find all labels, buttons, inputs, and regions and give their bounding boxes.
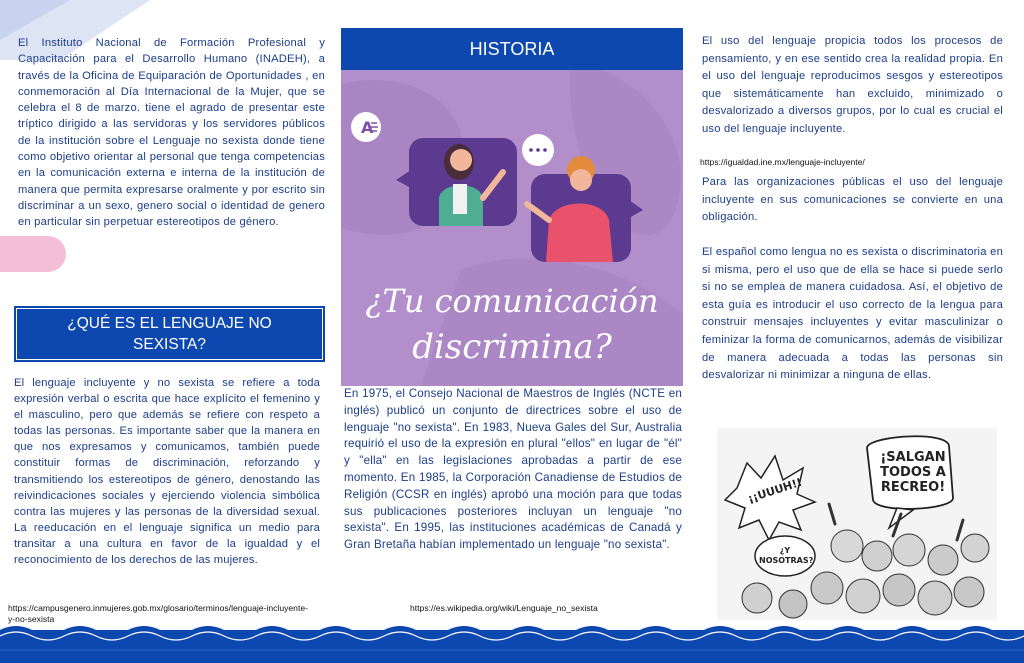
- comic-small-text: ¿Y NOSOTRAS?: [759, 546, 814, 565]
- pink-accent-shape: [0, 236, 66, 272]
- historia-source-link[interactable]: https://es.wikipedia.org/wiki/Lenguaje_no_sexista: [410, 603, 598, 613]
- definition-paragraph: El lenguaje incluyente y no sexista se refiere a toda expresión verbal o escrita que hace explícito el femenino y el masculino, pero que además se refiere con respeto a todas las personas. Es importante saber que la manera en que nos expresamos y comunicamos, también puede constituir formas de discriminación, reforzando y transmitiendo los estereotipos de género, denostando las reivindicaciones sociales y ejerciendo violencia simbólica contra las mujeres y las personas de la diversidad sexual. La reeducación en el lenguaje significa un medio para transitar a una cultura en favor de la igualdad y el reconocimiento de los derechos de las mujeres.: [14, 377, 320, 567]
- right-paragraph-2: Para las organizaciones públicas el uso del lenguaje incluyente en sus comunicaciones se convierte en una obligación.: [702, 176, 1003, 224]
- question-heading: ¿QUÉ ES EL LENGUAJE NO SEXISTA?: [16, 308, 323, 360]
- question-heading-box: [14, 306, 325, 362]
- comic-graphic: [717, 428, 997, 620]
- comic-shout-text: ¡¡UUUH!!: [746, 475, 804, 506]
- bottom-wave-decoration: [0, 620, 1024, 663]
- historia-header: HISTORIA: [341, 28, 683, 70]
- woman-face: [450, 149, 472, 171]
- classroom-comic: [717, 428, 997, 620]
- right-source-link[interactable]: https://igualdad.ine.mx/lenguaje-incluyente/: [700, 157, 865, 167]
- historia-paragraph: En 1975, el Consejo Nacional de Maestros de Inglés (NCTE en inglés) publicó un conjunto de directrices sobre el uso de lenguaje "no sexista". En 1983, Nueva Gales del Sur, Australia requirió el uso de la expresión en plural "ellos" en lugar de "él" y "ella" en las legislaciones aprobadas a partir de ese momento. En 1985, la Corporación Canadiense de Estudios de Religión (CCSR en inglés) aprobó una moción para que todas sus publicaciones posteriores incluyan un lenguaje "no sexista". En 1995, las instituciones académicas de Canadá y Gran Bretaña habían implementado un lenguaje "no sexista".: [344, 387, 682, 552]
- man-body: [546, 204, 613, 263]
- definition-source-link[interactable]: https://campusgenero.inmujeres.gob.mx/glosario/terminos/lenguaje-incluyente-y-no-sexista: [8, 603, 308, 624]
- right-paragraph-1: El uso del lenguaje propicia todos los procesos de pensamiento, y en ese sentido crea la realidad propia. En el uso del lenguaje reproducimos sesgos y estereotipos que sistemáticamente han excluido, minimizado o desvalorizado a diversos grupos, por lo cual es crucial el uso del lenguaje incluyente.: [702, 35, 1003, 135]
- comic-main-text: ¡SALGAN TODOS A RECREO!: [880, 450, 946, 495]
- right-paragraph-3: El español como lengua no es sexista o discriminatoria en si misma, pero el uso que de ella se hace si puede serlo si no se emplea de manera cuidadosa. Así, el objetivo de esta guía es introducir el uso correcto de la lengua para construir mensajes incluyentes y evitar masculinizar o feminizar la forma de comunicarnos, además de visibilizar de manera adecuada a todas las personas sin desvalorizar ni minimizar a ninguna de ellas.: [702, 246, 1003, 382]
- illustration-title-line1: ¿Tu comunicación: [365, 282, 659, 320]
- intro-paragraph: El Instituto Nacional de Formación Profesional y Capacitación para el Desarrollo Humano (INADEH), a través de la Oficina de Equiparación de Oportunidades , en conmemoración al Día Internacional de la Mujer, que se celebra el 8 de marzo. tiene el agrado de presentar este tríptico dirigido a las servidoras y los servidores públicos de la institución sobre el Lenguaje no sexista donde tiene como objetivo orientar al personal que tenga competencias en la comunicación externa e interna de la institución de manera que permita expresarse oralmente y por escrito sin discriminar a un sexo, genero social o identidad de genero en particular sin perpetuar estereotipos de género.: [18, 37, 325, 229]
- illustration-title-line2: discrimina?: [412, 327, 612, 367]
- discrimination-illustration: [341, 70, 683, 386]
- logo-letter: A: [361, 118, 374, 137]
- man-face: [570, 169, 592, 191]
